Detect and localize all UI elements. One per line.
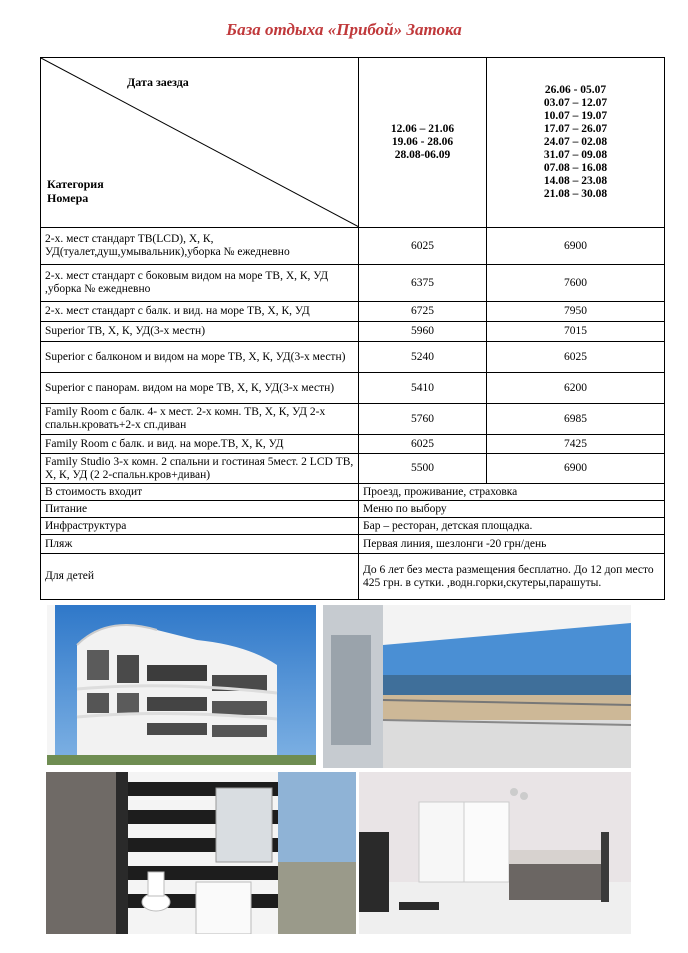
room-row: [41, 322, 665, 342]
room-name: 2-х. мест стандарт с балк. и вид. на море ТВ, Х, К, УД: [41, 302, 359, 322]
room-name: Superior с панорам. видом на море ТВ, Х, К, УД(3-х местн): [41, 373, 359, 404]
date-range: 31.07 – 09.08: [543, 149, 608, 161]
price-period2: 7425: [487, 435, 665, 454]
corner-header-cell: [41, 58, 359, 228]
price-period2: 6200: [487, 373, 665, 404]
date-range: 19.06 - 28.06: [391, 136, 454, 148]
price-period2: 7600: [487, 265, 665, 302]
building-exterior-photo: [47, 605, 316, 765]
date-range: 07.08 – 16.08: [543, 162, 608, 174]
room-name: Family Room с балк. и вид. на море.ТВ, Х, К, УД: [41, 435, 359, 454]
price-period2: 6985: [487, 404, 665, 435]
date-range: 03.07 – 12.07: [543, 97, 608, 109]
room-row: [41, 342, 665, 373]
page-title: База отдыха «Прибой» Затока: [226, 20, 462, 39]
period1-dates-cell: [359, 58, 487, 228]
room-name: Superior с балконом и видом на море ТВ, Х, К, УД(3-х местн): [41, 342, 359, 373]
period2-dates-cell: [487, 58, 665, 228]
price-period1: 5410: [359, 373, 487, 404]
price-period1: 5500: [359, 454, 487, 484]
price-table: [40, 57, 665, 600]
info-row: [41, 518, 665, 535]
bathroom-photo: [46, 772, 356, 934]
info-row: [41, 501, 665, 518]
room-name: Family Room с балк. 4- х мест. 2-х комн. ТВ, Х, К, УД 2-х спальн.кровать+2-х сп.диван: [41, 404, 359, 435]
info-row: [41, 554, 665, 600]
price-period2: 7950: [487, 302, 665, 322]
price-period1: 5240: [359, 342, 487, 373]
date-range: 28.08-06.09: [394, 149, 451, 161]
room-row: [41, 454, 665, 484]
room-name: Family Studio 3-х комн. 2 спальни и гостиная 5мест. 2 LCD ТВ, Х, К, УД (2 2-спальн.кров+диван): [41, 454, 359, 484]
info-label: В стоимость входит: [41, 484, 359, 501]
date-range: 14.08 – 23.08: [543, 175, 608, 187]
info-label: Для детей: [41, 554, 359, 600]
price-period2: 6900: [487, 228, 665, 265]
price-period2: 7015: [487, 322, 665, 342]
sea-view-balcony-photo: [323, 605, 631, 768]
room-row: [41, 265, 665, 302]
date-range: 12.06 – 21.06: [390, 123, 455, 135]
room-category-label: Категория Номера: [47, 177, 104, 205]
price-period1: 6725: [359, 302, 487, 322]
room-row: [41, 404, 665, 435]
price-period1: 6025: [359, 435, 487, 454]
price-period1: 6375: [359, 265, 487, 302]
info-row: [41, 535, 665, 554]
info-value: Меню по выбору: [359, 501, 665, 518]
room-row: [41, 373, 665, 404]
price-period1: 5960: [359, 322, 487, 342]
date-range: 21.08 – 30.08: [543, 188, 608, 200]
header-row: [41, 58, 665, 228]
room-name: Superior ТВ, Х, К, УД(3-х местн): [41, 322, 359, 342]
info-label: Инфраструктура: [41, 518, 359, 535]
info-label: Питание: [41, 501, 359, 518]
arrival-date-label: Дата заезда: [127, 75, 189, 89]
room-name: 2-х. мест стандарт ТВ(LCD), Х, К, УД(туалет,душ,умывальник),уборка № ежедневно: [41, 228, 359, 265]
date-range: 10.07 – 19.07: [543, 110, 608, 122]
price-period2: 6025: [487, 342, 665, 373]
info-value: Бар – ресторан, детская площадка.: [359, 518, 665, 535]
date-range: 26.06 - 05.07: [544, 84, 607, 96]
room-row: [41, 302, 665, 322]
info-value: Первая линия, шезлонги -20 грн/день: [359, 535, 665, 554]
room-row: [41, 228, 665, 265]
room-row: [41, 435, 665, 454]
date-range: 17.07 – 26.07: [543, 123, 608, 135]
date-range: 24.07 – 02.08: [543, 136, 608, 148]
price-period1: 5760: [359, 404, 487, 435]
room-name: 2-х. мест стандарт с боковым видом на море ТВ, Х, К, УД ,уборка № ежедневно: [41, 265, 359, 302]
info-value: Проезд, проживание, страховка: [359, 484, 665, 501]
info-row: [41, 484, 665, 501]
bedroom-photo: [359, 772, 631, 934]
info-value: До 6 лет без места размещения бесплатно. До 12 доп место 425 грн. в сутки. ,водн.горки,скутеры,парашуты.: [359, 554, 665, 600]
price-period2: 6900: [487, 454, 665, 484]
info-label: Пляж: [41, 535, 359, 554]
price-period1: 6025: [359, 228, 487, 265]
